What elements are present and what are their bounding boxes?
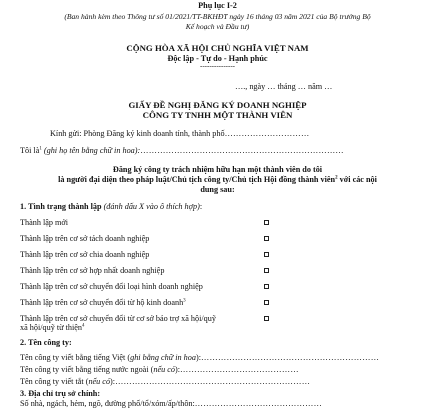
checkbox-new[interactable] (264, 220, 269, 225)
option-new: Thành lập mới (20, 218, 68, 227)
applicant-dots: ……………………………………………………………… (140, 146, 344, 155)
company-name-vn-dots: ……………………………………………………… (200, 353, 380, 362)
form-title-line1: GIẤY ĐỀ NGHỊ ĐĂNG KÝ DOANH NGHIỆP (128, 100, 307, 110)
section3-title: 3. Địa chỉ trụ sở chính: (20, 389, 101, 398)
date-line: …., ngày … tháng … năm … (235, 82, 333, 91)
company-name-abbr-line: Tên công ty viết tắt (nếu có):…………………………………………………………… (20, 377, 311, 386)
checkbox-merge[interactable] (264, 268, 269, 273)
option-social-fund-conversion-line2: xã hội/quỹ từ thiện$^4$ (20, 323, 85, 332)
option-split: Thành lập trên cơ sở tách doanh nghiệp (20, 234, 150, 243)
option-type-conversion: Thành lập trên cơ sở chuyển đổi loại hình doanh nghiệp (20, 282, 203, 291)
intro-line3: dung sau: (200, 185, 235, 194)
motto-separator: --------------- (200, 62, 235, 70)
option-merge: Thành lập trên cơ sở hợp nhất doanh nghiệp (20, 266, 165, 275)
option-social-fund-conversion-line1: Thành lập trên cơ sở chuyển đổi từ cơ sở bảo trợ xã hội/quỹ (20, 314, 216, 323)
issued-note-line2: Kế hoạch và Đầu tư) (185, 22, 250, 31)
national-name: CỘNG HÒA XÃ HỘI CHỦ NGHĨA VIỆT NAM (126, 43, 309, 53)
company-name-foreign-dots: …………………………………… (180, 365, 299, 374)
section2-title: 2. Tên công ty: (20, 338, 72, 347)
checkbox-type-conversion[interactable] (264, 284, 269, 289)
appendix-label: Phụ lục I-2 (198, 1, 237, 10)
national-motto: Độc lập - Tự do - Hạnh phúc (167, 54, 268, 63)
option-division: Thành lập trên cơ sở chia doanh nghiệp (20, 250, 150, 259)
section1-title: 1. Tình trạng thành lập (đánh dấu X vào ô thích hợp): (20, 202, 203, 211)
company-name-vn-line: Tên công ty viết bằng tiếng Việt (ghi bằng chữ in hoa):……………………………………………………… (20, 353, 380, 362)
recipient-line: Kính gửi: Phòng Đăng ký kinh doanh tỉnh, thành phố………………………… (50, 129, 310, 138)
checkbox-household-conversion[interactable] (264, 300, 269, 305)
intro-line2: là người đại diện theo pháp luật/Chủ tịch công ty/Chủ tịch Hội đồng thành viên$^2$ với các nội (58, 175, 377, 184)
address-dots: ……………………………………… (194, 399, 323, 408)
checkbox-social-fund-conversion[interactable] (264, 316, 269, 321)
checkbox-split[interactable] (264, 236, 269, 241)
intro-line1: Đăng ký công ty trách nhiệm hữu hạn một thành viên do tôi (112, 165, 323, 174)
option-household-conversion: Thành lập trên cơ sở chuyển đổi từ hộ kinh doanh$^3$ (20, 298, 186, 307)
form-title-line2: CÔNG TY TNHH MỘT THÀNH VIÊN (142, 110, 293, 120)
checkbox-division[interactable] (264, 252, 269, 257)
address-line: Số nhà, ngách, hẻm, ngõ, đường phố/tổ/xóm/ấp/thôn:……………………………………… (20, 399, 323, 408)
issued-note-line1: (Ban hành kèm theo Thông tư số 01/2021/TT-BKHĐT ngày 16 tháng 03 năm 2021 của Bộ trưởng Bộ (64, 12, 371, 21)
applicant-line: Tôi $là^1$ (ghi họ tên bằng chữ in hoa):……………………………………………………………… (20, 146, 344, 155)
recipient-dots: ………………………… (224, 129, 310, 138)
company-name-abbr-dots: …………………………………………………………… (115, 377, 311, 386)
company-name-foreign-line: Tên công ty viết bằng tiếng nước ngoài (nếu có):…………………………………… (20, 365, 299, 374)
